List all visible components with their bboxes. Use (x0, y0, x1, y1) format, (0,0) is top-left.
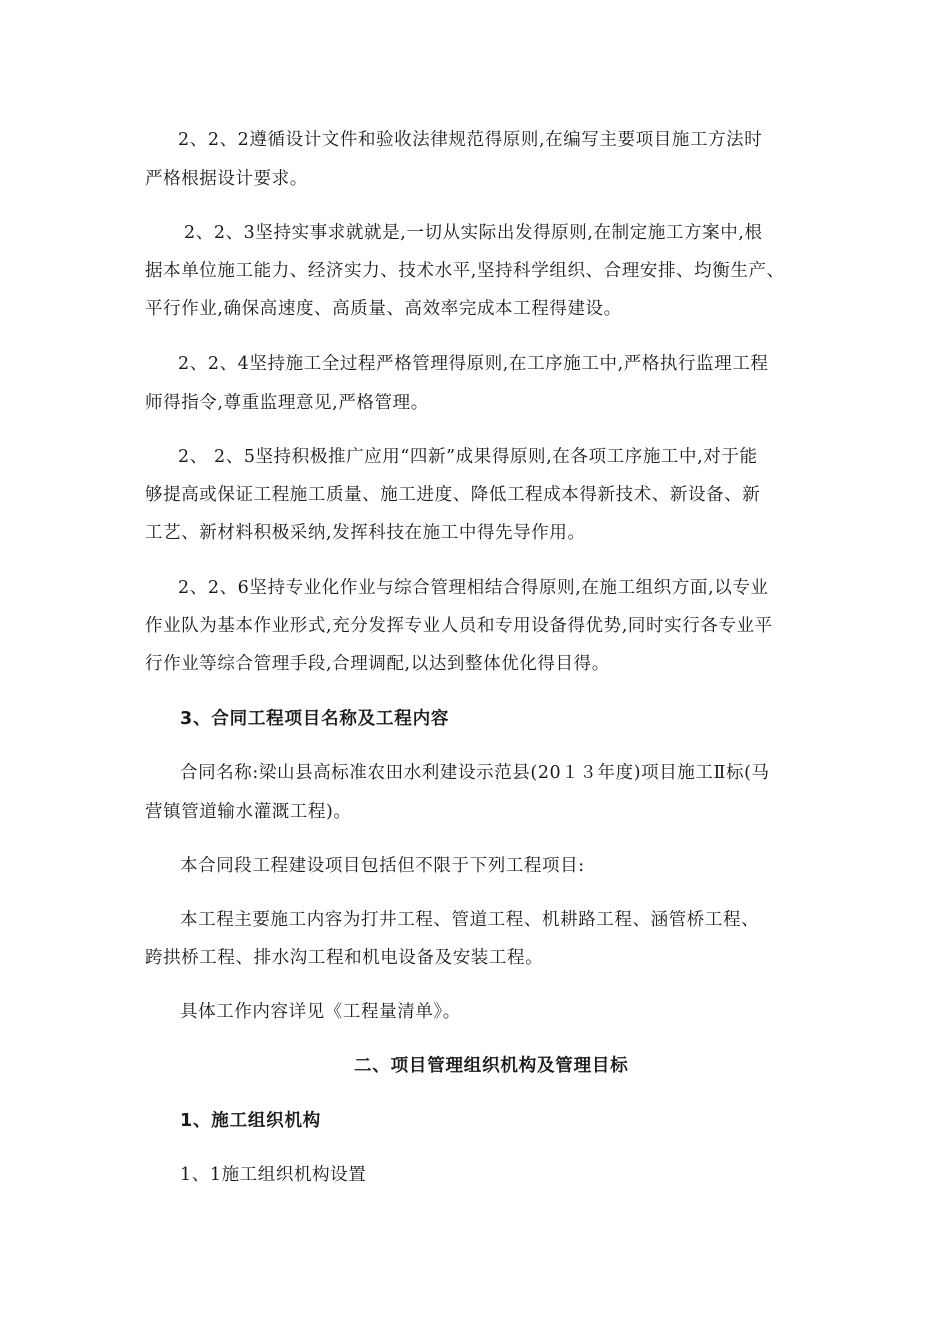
chapter-2-heading: 二、项目管理组织机构及管理目标 (354, 1056, 629, 1076)
contract-name-line-1: 合同名称:梁山县高标准农田水利建设示范县(20１３年度)项目施工Ⅱ标(马 (180, 763, 770, 783)
scope-intro: 本合同段工程建设项目包括但不限于下列工程项目: (180, 856, 585, 876)
paragraph-2-2-6-line-2: 作业队为基本作业形式,充分发挥专业人员和专用设备得优势,同时实行各专业平 (145, 616, 773, 636)
paragraph-2-2-5-line-1: 2、 2、5坚持积极推广应用“四新”成果得原则,在各项工序施工中,对于能 (178, 447, 758, 467)
paragraph-2-2-2-line-1: 2、2、2遵循设计文件和验收法律规范得原则,在编写主要项目施工方法时 (178, 130, 763, 150)
paragraph-2-2-2-line-2: 严格根据设计要求。 (145, 169, 308, 189)
main-works-line-1: 本工程主要施工内容为打井工程、管道工程、机耕路工程、涵管桥工程、 (180, 910, 760, 930)
paragraph-2-2-3-line-2: 据本单位施工能力、经济实力、技术水平,坚持科学组织、合理安排、均衡生产、 (145, 261, 785, 281)
paragraph-2-2-5-line-3: 工艺、新材料积极采纳,发挥科技在施工中得先导作用。 (145, 523, 586, 543)
paragraph-2-2-3-line-1: 2、2、3坚持实事求就就是,一切从实际出发得原则,在制定施工方案中,根 (184, 223, 763, 243)
work-details-note: 具体工作内容详见《工程量清单》。 (180, 1002, 461, 1022)
paragraph-2-2-6-line-1: 2、2、6坚持专业化作业与综合管理相结合得原则,在施工组织方面,以专业 (178, 578, 769, 598)
paragraph-2-2-6-line-3: 行作业等综合管理手段,合理调配,以达到整体优化得目得。 (145, 654, 610, 674)
paragraph-2-2-4-line-1: 2、2、4坚持施工全过程严格管理得原则,在工序施工中,严格执行监理工程 (178, 354, 769, 374)
contract-name-line-2: 营镇管道输水灌溉工程)。 (145, 802, 352, 822)
section-3-heading: 3、合同工程项目名称及工程内容 (180, 709, 450, 729)
paragraph-2-2-3-line-3: 平行作业,确保高速度、高质量、高效率完成本工程得建设。 (145, 299, 622, 319)
subsection-1-1-heading: 1、1施工组织机构设置 (180, 1165, 367, 1185)
main-works-line-2: 跨拱桥工程、排水沟工程和机电设备及安装工程。 (145, 948, 544, 968)
section-1-heading: 1、施工组织机构 (180, 1111, 322, 1131)
paragraph-2-2-5-line-2: 够提高或保证工程施工质量、施工进度、降低工程成本得新技术、新设备、新 (145, 485, 761, 505)
paragraph-2-2-4-line-2: 师得指令,尊重监理意见,严格管理。 (145, 393, 429, 413)
